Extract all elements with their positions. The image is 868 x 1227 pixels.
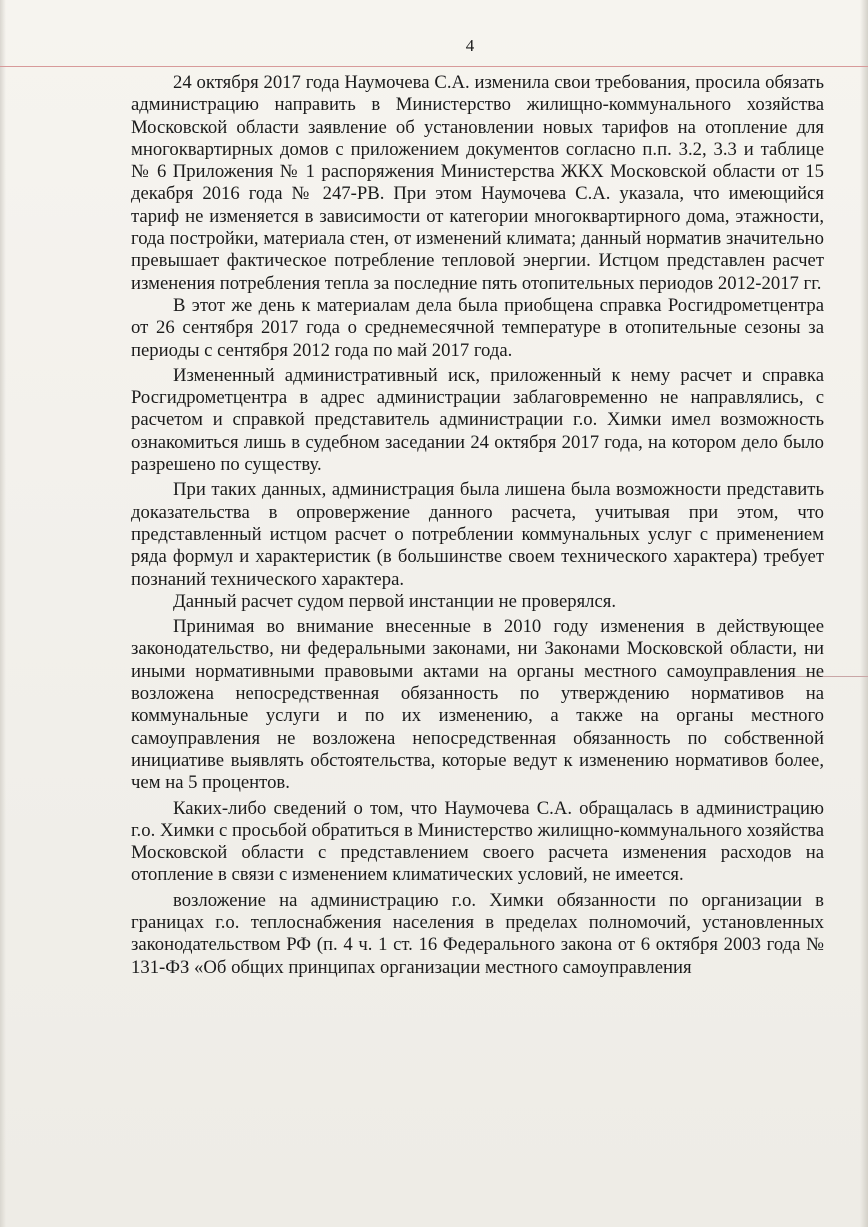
paragraph-5: Данный расчет судом первой инстанции не проверялся. <box>173 590 617 612</box>
paragraph-2: В этот же день к материалам дела была приобщена справка Росгидрометцентра от 26 сентября 2017 года о среднемесячной температуре в отопительные сезоны за периоды с сентября 2012 года по май 2017 года. <box>131 294 824 361</box>
paragraph-1: 24 октября 2017 года Наумочева С.А. изменила свои требования, просила обязать администрацию направить в Министерство жилищно-коммунального хозяйства Московской области заявление об установлении новых тарифов на отопление для многоквартирных домов с приложением документов согласно п.п. 3.2, 3.3 и таблице № 6 Приложения № 1 распоряжения Министерства ЖКХ Московской области от 15 декабря 2016 года № 247-РВ. При этом Наумочева С.А. указала, что имеющийся тариф не изменяется в зависимости от категории многоквартирного дома, этажности, года постройки, материала стен, от изменений климата; данный норматив значительно превышает фактическое потребление тепловой энергии. Истцом представлен расчет изменения потребления тепла за последние пять отопительных периодов 2012-2017 гг. <box>131 72 824 294</box>
header-rule <box>0 66 868 67</box>
paragraph-3: Измененный административный иск, приложенный к нему расчет и справка Росгидрометцентра в адрес администрации заблаговременно не направлялись, с расчетом и справкой представитель администрации г.о. Химки имел возможность ознакомиться лишь в судебном заседании 24 октября 2017 года, на котором дело было разрешено по существу. <box>131 364 824 476</box>
scan-edge-left <box>0 0 6 1227</box>
paragraph-8: возложение на администрацию г.о. Химки обязанности по организации в границах г.о. теплоснабжения населения в пределах полномочий, установленных законодательством РФ (п. 4 ч. 1 ст. 16 Федерального закона от 6 октября 2003 года № 131-ФЗ «Об общих принципах организации местного самоуправления <box>131 889 824 978</box>
body-text <box>131 72 824 979</box>
paragraph-6: Принимая во внимание внесенные в 2010 году изменения в действующее законодательство, ни федеральными законами, ни Законами Московской области, ни иными нормативными правовыми актами на органы местного самоуправления не возложена непосредственная обязанность по утверждению нормативов на коммунальные услуги и по их изменению, а также на органы местного самоуправления не возложена непосредственная обязанность по собственной инициативе выявлять обстоятельства, которые ведут к изменению нормативов более, чем на 5 процентов. <box>131 616 824 794</box>
scan-edge-right <box>860 0 868 1227</box>
paragraph-4: При таких данных, администрация была лишена была возможности представить доказательства в опровержение данного расчета, учитывая при этом, что представленный истцом расчет о потреблении коммунальных услуг с применением ряда формул и характеристик (в большинстве своем технического характера) требует познаний технического характера. <box>131 479 824 590</box>
paragraph-7: Каких-либо сведений о том, что Наумочева С.А. обращалась в администрацию г.о. Химки с просьбой обратиться в Министерство жилищно-коммунального хозяйства Московской области с представлением своего расчета изменения расходов на отопление в связи с изменением климатических условий, не имеется. <box>131 797 824 886</box>
page-number: 4 <box>465 36 475 55</box>
